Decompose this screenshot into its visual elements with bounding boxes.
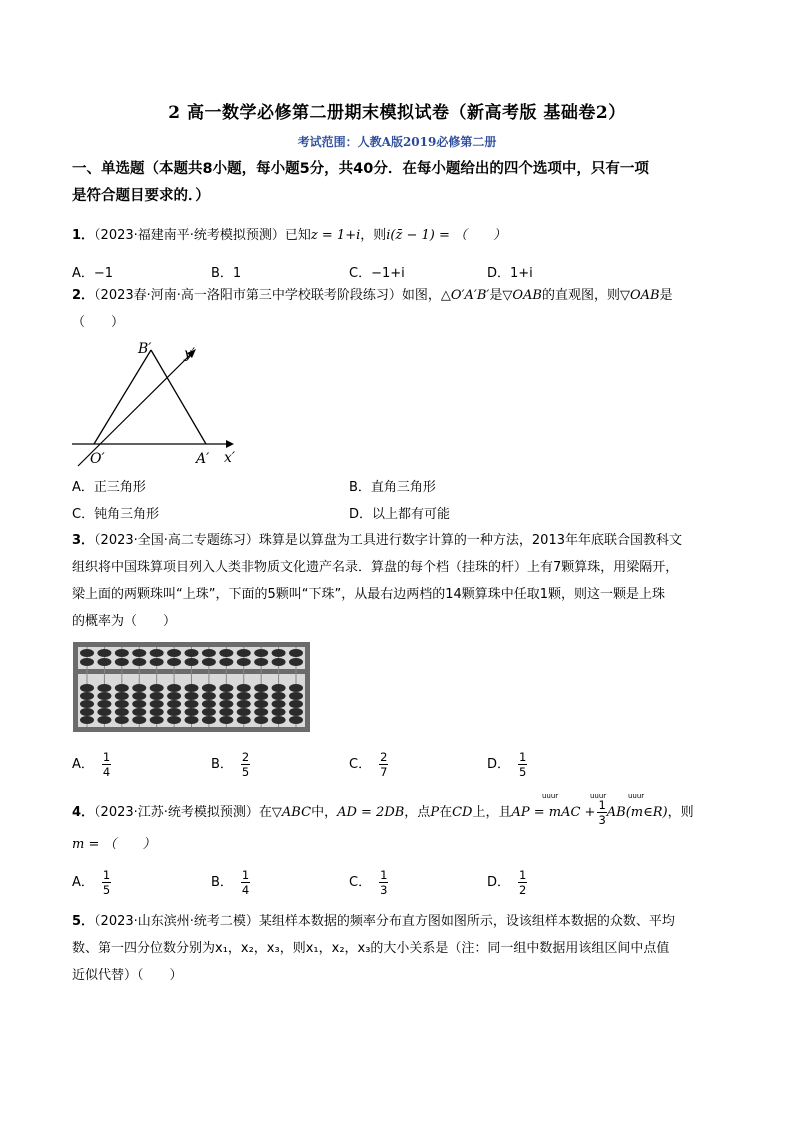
option-label: B． [211,266,233,281]
option-d[interactable] [487,750,527,779]
numerator: 1 [102,868,111,882]
numerator: 1 [598,798,606,812]
numerator: 2 [241,750,250,764]
option-label: A． [72,875,94,890]
question-number: 3． [72,533,95,548]
question-line: 梁上面的两颗珠叫“上珠”，下面的5颗叫“下珠”，从最右边两档的14颗算珠中任取1颗，则这一颗是上珠 [72,587,666,602]
fraction [241,750,250,779]
denominator: 5 [102,883,111,897]
upper-bead [219,658,233,666]
math-expression: CD [452,805,473,820]
numerator: 1 [102,750,111,764]
option-label: C． [349,266,372,281]
option-a[interactable] [72,750,111,779]
lower-bead [289,716,303,724]
denominator: 5 [241,765,250,779]
denominator: 3 [598,813,606,827]
lower-bead [272,708,286,716]
abacus-image [73,642,310,732]
upper-bead [202,649,216,657]
lower-bead [202,700,216,708]
option-a[interactable] [72,262,113,281]
answer-blank: （ ） [72,315,125,330]
math-expression: z = 1+i [310,228,361,243]
lower-bead [167,700,181,708]
lower-bead [150,716,164,724]
option-c[interactable] [72,503,159,522]
question-line [72,908,732,935]
vector-expression: AD = 2DB [337,805,405,820]
fraction [379,868,388,897]
lower-bead [289,684,303,692]
lower-bead [185,692,199,700]
option-label: C． [349,875,372,890]
question-line: m = （ ） [72,837,156,852]
denominator: 5 [519,765,527,779]
lower-bead [237,700,251,708]
upper-bead [167,658,181,666]
question-1 [72,222,732,249]
option-label: C． [349,757,372,772]
option-value: 以上都有可能 [372,507,451,522]
upper-bead [202,658,216,666]
question-source: （2023·江苏·统考模拟预测） [94,805,259,820]
option-label: D． [487,875,511,890]
lower-bead [115,708,129,716]
upper-bead [132,658,146,666]
fraction [597,798,606,827]
lower-bead [219,716,233,724]
question-text: ，则 [667,805,694,820]
option-d[interactable] [487,868,527,897]
option-b[interactable] [211,868,250,897]
upper-bead [185,649,199,657]
numerator: 1 [519,868,527,882]
upper-bead [219,649,233,657]
denominator: 4 [241,883,250,897]
option-label: B． [211,875,233,890]
x-axis-arrow [226,440,234,448]
lower-bead [202,716,216,724]
lower-bead [115,716,129,724]
question-text: ，点 [404,805,431,820]
side-ab [151,350,206,444]
option-d[interactable] [487,262,533,281]
lower-bead [132,716,146,724]
label-o: O′ [90,451,105,467]
lower-bead [202,708,216,716]
option-value: 1+i [510,266,533,281]
upper-bead [97,649,111,657]
question-line: 数、第一四分位数分别为x₁，x₂，x₃，则x₁，x₂，x₃的大小关系是（注：同一组中数据用该组区间中点值 [72,941,670,956]
lower-bead [167,708,181,716]
fraction [102,750,111,779]
question-text: 中， [311,805,338,820]
oblique-triangle-figure [66,336,246,470]
lower-bead [150,684,164,692]
option-value: 钝角三角形 [94,507,160,522]
label-b: B′ [138,341,152,357]
option-label: B． [349,480,371,495]
upper-bead [289,649,303,657]
option-label: A． [72,266,94,281]
question-2 [72,282,732,336]
lower-bead [115,700,129,708]
denominator: 7 [380,765,388,779]
question-line: 近似代替）（ ） [72,968,183,983]
side-ob [94,350,151,444]
lower-bead [80,700,94,708]
numerator: 2 [380,750,388,764]
upper-bead [185,658,199,666]
vector-expression: AB(m∈R) [606,805,668,820]
lower-bead [289,708,303,716]
fraction [102,868,111,897]
lower-bead [272,684,286,692]
option-value: −1 [93,266,114,281]
fraction [241,868,250,897]
option-c[interactable] [349,868,388,897]
question-line: 组织将中国珠算项目列入人类非物质文化遗产名录．算盘的每个档（挂珠的杆）上有7颗算珠，用梁隔开， [72,560,679,575]
math-expression: ▽OAB [502,288,542,303]
question-source: （2023·福建南平·统考模拟预测） [94,228,285,243]
option-value: 正三角形 [93,480,146,495]
option-value: 1 [232,266,242,281]
option-label: D． [487,266,511,281]
numerator: 1 [380,868,388,882]
denominator: 3 [380,883,388,897]
label-y: y′ [184,346,196,362]
option-a[interactable] [72,476,146,495]
section-heading-line1: 一、单选题（本题共8小题，每小题5分，共40分．在每小题给出的四个选项中，只有一项 [72,161,649,177]
lower-bead [185,716,199,724]
question-line [72,798,732,827]
upper-bead [132,649,146,657]
upper-bead [115,649,129,657]
lower-bead [254,684,268,692]
upper-bead [254,658,268,666]
lower-bead [80,708,94,716]
upper-bead [115,658,129,666]
question-source: （2023·山东滨州·统考二模） [94,914,259,929]
fraction [518,868,527,897]
lower-bead [289,692,303,700]
lower-bead [167,692,181,700]
lower-bead [167,684,181,692]
lower-bead [219,692,233,700]
numerator: 1 [241,868,250,882]
option-c[interactable] [349,750,388,779]
option-b[interactable] [211,750,250,779]
numerator: 1 [519,750,527,764]
question-text: 上，且 [472,805,512,820]
math-expression: ▽ABC [271,805,312,820]
page-title: 2 高一数学必修第二册期末模拟试卷（新高考版 基础卷2） [168,103,626,123]
question-text: ，则 [360,228,387,243]
vector-expression: AP = mAC + [511,805,596,820]
lower-bead [219,700,233,708]
question-text: 是 [489,288,503,303]
lower-bead [115,692,129,700]
lower-bead [132,700,146,708]
upper-bead [150,658,164,666]
lower-bead [202,692,216,700]
lower-bead [254,700,268,708]
label-a: A′ [196,451,210,467]
section-heading-line2: 是符合题目要求的．） [72,188,210,204]
question-text: 是 [659,288,673,303]
upper-bead [150,649,164,657]
upper-bead [272,649,286,657]
option-label: D． [487,757,511,772]
lower-bead [97,684,111,692]
lower-bead [132,692,146,700]
lower-bead [80,692,94,700]
lower-bead [237,692,251,700]
upper-bead [237,658,251,666]
option-b[interactable] [211,262,241,281]
option-label: C． [72,507,95,522]
question-line: 的概率为（ ） [72,614,177,629]
lower-bead [202,684,216,692]
upper-bead [167,649,181,657]
label-x: x′ [224,450,236,466]
option-label: A． [72,480,94,495]
option-label: A． [72,757,94,772]
question-4 [72,798,732,858]
lower-bead [132,708,146,716]
lower-bead [97,708,111,716]
option-b[interactable] [349,476,436,495]
question-source: （2023·全国·高二专题练习） [94,533,259,548]
lower-bead [97,700,111,708]
lower-bead [115,684,129,692]
lower-bead [272,700,286,708]
fraction [518,750,527,779]
lower-bead [289,700,303,708]
vector-mark: uuur [628,792,645,800]
lower-bead [219,708,233,716]
upper-bead [80,649,94,657]
question-text: 珠算是以算盘为工具进行数字计算的一种方法，2013年年底联合国教科文 [258,533,682,548]
lower-bead [237,716,251,724]
lower-bead [132,684,146,692]
lower-bead [97,692,111,700]
upper-bead [97,658,111,666]
question-text: 在 [258,805,272,820]
upper-bead [80,658,94,666]
section-heading [72,156,732,210]
lower-bead [237,684,251,692]
lower-bead [150,692,164,700]
math-expression: ▽OAB [620,288,660,303]
question-text: 的直观图，则 [542,288,621,303]
lower-bead [254,716,268,724]
denominator: 4 [102,765,111,779]
upper-bead [289,658,303,666]
vector-mark: uuur [590,792,607,800]
lower-bead [254,708,268,716]
option-label: D． [349,507,373,522]
exam-scope: 考试范围：人教A版2019必修第二册 [297,135,497,149]
y-axis [78,352,193,466]
fraction [379,750,388,779]
option-c[interactable] [349,262,405,281]
lower-bead [272,716,286,724]
question-number: 1． [72,228,95,243]
question-number: 5． [72,914,95,929]
lower-bead [237,708,251,716]
question-text: 已知 [284,228,311,243]
upper-bead [254,649,268,657]
option-a[interactable] [72,868,111,897]
math-expression: i(z̄ − 1) = （ ） [386,228,507,243]
question-line [72,527,732,554]
upper-bead [237,649,251,657]
question-text: 某组样本数据的频率分布直方图如图所示，设该组样本数据的众数、平均 [258,914,675,929]
option-d[interactable] [349,503,450,522]
question-5 [72,908,732,989]
lower-bead [254,692,268,700]
lower-bead [272,692,286,700]
lower-bead [185,700,199,708]
lower-bead [97,716,111,724]
vector-mark: uuur [542,792,559,800]
option-label: B． [211,757,233,772]
question-text: 如图， [401,288,441,303]
lower-bead [219,684,233,692]
lower-bead [167,716,181,724]
lower-bead [80,716,94,724]
question-source: （2023春·河南·高一洛阳市第三中学校联考阶段练习） [94,288,402,303]
denominator: 2 [519,883,527,897]
option-value: −1+i [371,266,405,281]
math-expression: △O′A′B′ [440,288,490,303]
lower-bead [185,708,199,716]
lower-bead [80,684,94,692]
upper-bead [272,658,286,666]
question-text: 在 [439,805,453,820]
math-expression: P [430,805,440,820]
lower-bead [150,708,164,716]
lower-bead [185,684,199,692]
lower-bead [150,700,164,708]
question-number: 2． [72,288,95,303]
option-value: 直角三角形 [370,480,436,495]
question-number: 4． [72,805,95,820]
question-3 [72,527,732,635]
